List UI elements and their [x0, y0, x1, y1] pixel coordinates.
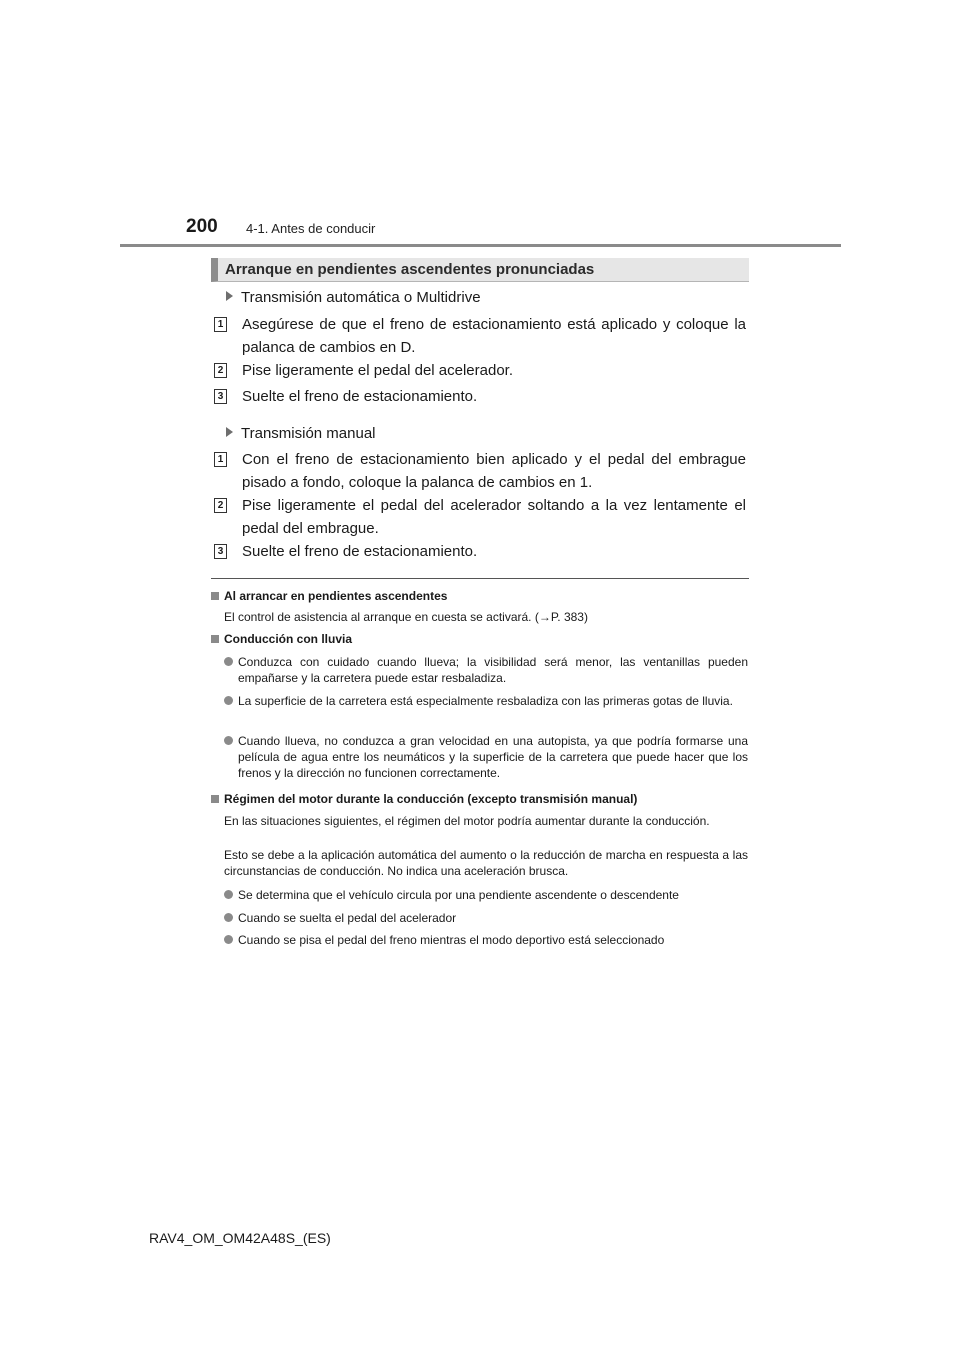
bullet-dot-icon — [224, 696, 233, 705]
header-rule — [120, 244, 841, 247]
manual-subheading — [226, 425, 376, 442]
step-text: Pise ligeramente el pedal del acelerador. — [242, 362, 514, 379]
step-text: Con el freno de estacionamiento bien aplicado y el pedal del embrague pisado a fondo, coloque la palanca de cambios en 1. — [242, 451, 746, 491]
note-heading-text: Conducción con lluvia — [224, 632, 353, 646]
note-heading-text: Régimen del motor durante la conducción (excepto transmisión manual) — [224, 792, 638, 806]
automatic-title: Transmisión automática o Multidrive — [241, 289, 481, 306]
square-bullet-icon — [211, 795, 219, 803]
triangle-icon — [226, 427, 233, 437]
step-text: Suelte el freno de estacionamiento. — [242, 543, 478, 560]
note-heading — [211, 792, 637, 806]
step-number: 1 — [214, 452, 227, 467]
bullet-dot-icon — [224, 913, 233, 922]
bullet-dot-icon — [224, 657, 233, 666]
list-item-text: Cuando se pisa el pedal del freno mientras el modo deportivo está seleccionado — [238, 933, 665, 947]
step-text: Asegúrese de que el freno de estacionamiento está aplicado y coloque la palanca de cambios en D. — [242, 316, 746, 356]
document-code: RAV4_OM_OM42A48S_(ES) — [149, 1230, 331, 1246]
step-number: 1 — [214, 317, 227, 332]
note-body: El control de asistencia al arranque en cuesta se activará. (→P. 383) — [224, 610, 588, 624]
step-text: Suelte el freno de estacionamiento. — [242, 388, 478, 405]
bullet-dot-icon — [224, 736, 233, 745]
page-number: 200 — [186, 216, 218, 237]
bullet-dot-icon — [224, 935, 233, 944]
list-item-text: Cuando se suelta el pedal del acelerador — [238, 911, 457, 925]
step-text: Pise ligeramente el pedal del acelerador soltando a la vez lentamente el pedal del embrague. — [242, 497, 746, 537]
section-heading: Arranque en pendientes ascendentes pronunciadas — [225, 261, 595, 278]
automatic-subheading — [226, 289, 481, 306]
bullet-dot-icon — [224, 890, 233, 899]
note-body: Esto se debe a la aplicación automática del aumento o la reducción de marcha en respuesta a las circunstancias de conducción. No indica una aceleración brusca. — [224, 848, 748, 878]
note-heading — [211, 632, 352, 646]
list-item-text: Conduzca con cuidado cuando llueva; la visibilidad será menor, las ventanillas pueden empañarse y la carretera puede estar resbaladiza. — [238, 655, 748, 685]
triangle-icon — [226, 291, 233, 301]
section-title: 4-1. Antes de conducir — [246, 221, 376, 236]
square-bullet-icon — [211, 635, 219, 643]
note-heading — [211, 589, 447, 603]
step-number: 3 — [214, 389, 227, 404]
note-heading-text: Al arrancar en pendientes ascendentes — [224, 589, 448, 603]
list-item-text: Se determina que el vehículo circula por una pendiente ascendente o descendente — [238, 888, 679, 902]
manual-title: Transmisión manual — [241, 425, 376, 442]
list-item-text: La superficie de la carretera está especialmente resbaladiza con las primeras gotas de lluvia. — [238, 694, 733, 708]
divider — [211, 578, 749, 579]
step-number: 2 — [214, 363, 227, 378]
note-body: En las situaciones siguientes, el régimen del motor podría aumentar durante la conducción. — [224, 814, 710, 828]
section-heading-box — [211, 258, 749, 282]
step-number: 3 — [214, 544, 227, 559]
step-number: 2 — [214, 498, 227, 513]
square-bullet-icon — [211, 592, 219, 600]
list-item-text: Cuando llueva, no conduzca a gran velocidad en una autopista, ya que podría formarse una película de agua entre los neumáticos y la superficie de la carretera que puede hacer que los frenos y la dirección no funcionen correctamente. — [238, 734, 748, 780]
